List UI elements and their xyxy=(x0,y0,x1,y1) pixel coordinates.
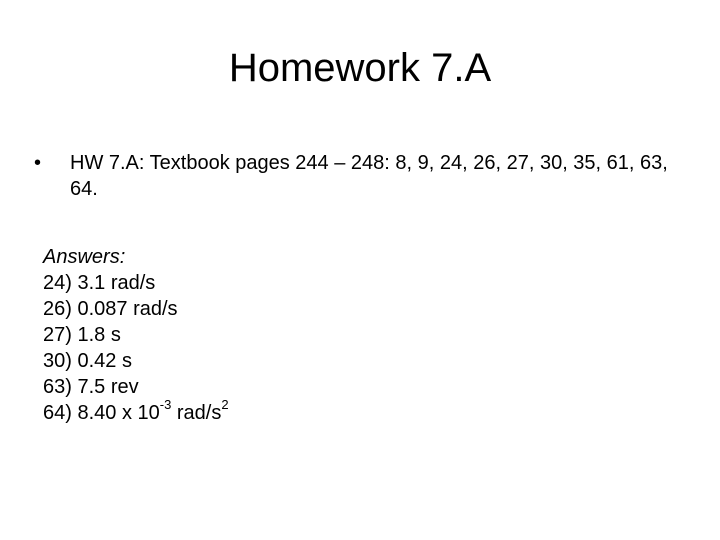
answers-list xyxy=(43,244,229,426)
slide-title: Homework 7.A xyxy=(228,46,492,90)
answer-item: 24) 3.1 rad/s xyxy=(43,272,156,294)
bullet-marker: • xyxy=(34,152,42,174)
answer-unit: rad/s xyxy=(171,402,222,424)
answer-item-64 xyxy=(43,397,229,426)
answer-item: 63) 7.5 rev xyxy=(43,376,139,398)
answers-heading: Answers: xyxy=(43,246,126,268)
homework-bullet xyxy=(30,150,670,202)
answer-item: 27) 1.8 s xyxy=(43,324,121,346)
answer-exponent: -3 xyxy=(159,397,172,413)
bullet-text: HW 7.A: Textbook pages 244 – 248: 8, 9, 24, 26, 27, 30, 35, 61, 63, 64. xyxy=(70,152,668,200)
bullet-row xyxy=(30,150,670,202)
answer-item: 30) 0.42 s xyxy=(43,350,132,372)
answer-item: 26) 0.087 rad/s xyxy=(43,298,178,320)
answer-unit-exponent: 2 xyxy=(221,397,229,413)
answer-prefix: 64) 8.40 x 10 xyxy=(43,402,160,424)
